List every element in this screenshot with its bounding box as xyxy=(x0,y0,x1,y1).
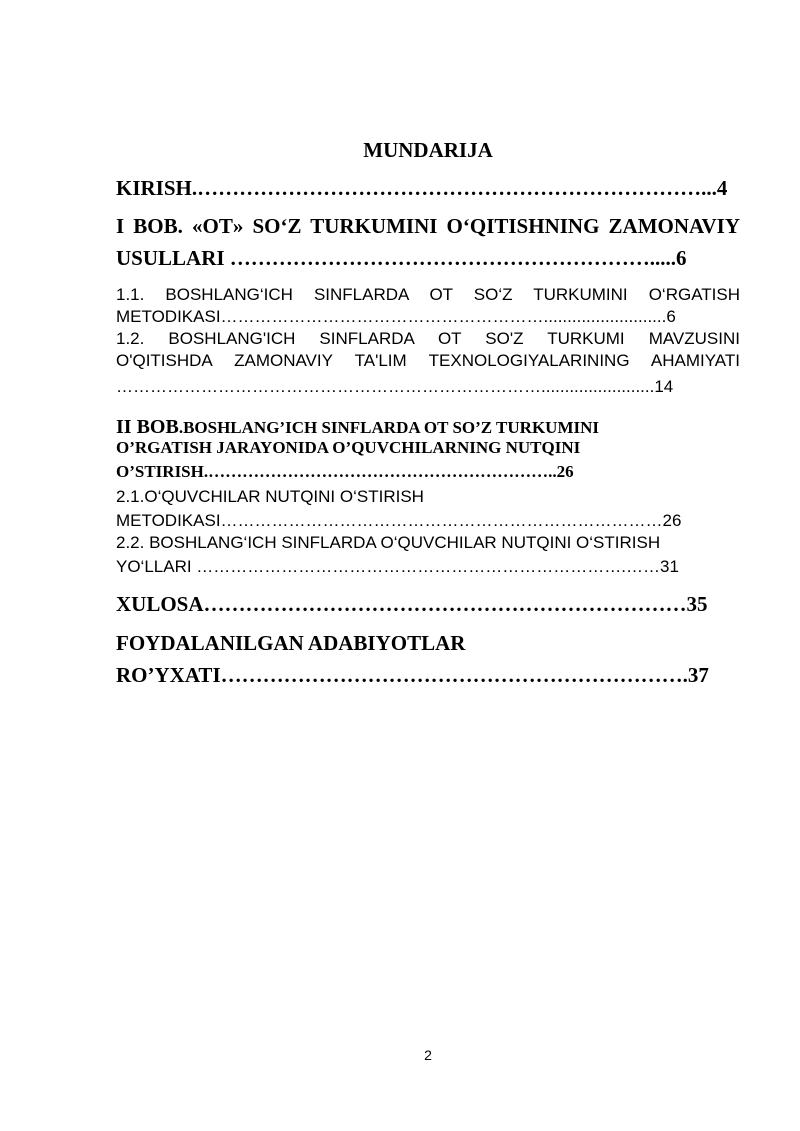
toc-entry-xulosa[interactable] xyxy=(116,592,740,617)
toc-entry-2-2[interactable] xyxy=(116,533,740,577)
toc-entry-bob-2[interactable] xyxy=(116,416,740,482)
toc-entry-label: FOYDALANILGAN ADABIYOTLAR xyxy=(116,631,466,655)
toc-entry-label: O’RGATISH JARAYONIDA O’QUVCHILARNING NUTQINI xyxy=(116,438,581,457)
toc-entry-label: 2.1.O‘QUVCHILAR NUTQINI O‘STIRISH xyxy=(116,487,424,506)
toc-entry-label: METODIKASI……………………………………………………………………26 xyxy=(116,511,682,530)
toc-entry-label: RO’YXATI………………………………………………………….37 xyxy=(116,663,709,687)
toc-entry-heading xyxy=(116,416,740,438)
page-title: MUNDARIJA xyxy=(363,138,493,162)
toc-entry-label xyxy=(116,462,740,482)
toc-entry-label: .BOSHLANG’ICH SINFLARDA OT SO’Z TURKUMINI xyxy=(178,418,600,437)
toc-entry-references[interactable] xyxy=(116,631,740,688)
toc-entry-1-2[interactable] xyxy=(116,329,740,397)
toc-entry-prefix: II BOB xyxy=(116,416,179,438)
toc-entry-label: I BOB. «OT» SO‘Z TURKUMINI O‘QITISHNING ZAMONAVIY xyxy=(116,214,740,238)
toc-entry-label: KIRISH.………………………………………………………………...4 xyxy=(116,176,728,200)
toc-entry-label: 1.2. BOSHLANG'ICH SINFLARDA OT SO'Z TURKUMI MAVZUSINI xyxy=(116,329,740,348)
toc-entry-text: O’STIRISH.……………………………………………………..26 xyxy=(116,462,574,481)
toc-entry-1-1[interactable] xyxy=(116,285,740,327)
toc-entry-label: 2.2. BOSHLANG‘ICH SINFLARDA O‘QUVCHILAR NUTQINI O‘STIRISH xyxy=(116,533,661,552)
page-number: 2 xyxy=(424,1047,432,1063)
toc-entry-kirish[interactable] xyxy=(116,176,740,201)
toc-entry-label: METODIKASI…………………………………………………..........................6 xyxy=(116,307,676,326)
toc-entry-label: 1.1. BOSHLANG‘ICH SINFLARDA OT SO‘Z TURKUMINI O‘RGATISH xyxy=(116,285,740,304)
toc-entry-bob-1[interactable] xyxy=(116,214,740,271)
toc-entry-label: YO‘LLARI ………………………………………………………………….……31 xyxy=(116,557,679,576)
toc-entry-label: XULOSA……………………………………………………………35 xyxy=(116,592,708,616)
toc-entry-2-1[interactable] xyxy=(116,487,740,531)
toc-entry-label: O'QITISHDA ZAMONAVIY TA'LIM TEXNOLOGIYALARINING AHAMIYATI xyxy=(116,351,740,370)
toc-entry-label: …………………………………………………………………........................14 xyxy=(116,377,674,396)
toc-entry-label: USULLARI …………………………………………………….....6 xyxy=(116,246,687,270)
